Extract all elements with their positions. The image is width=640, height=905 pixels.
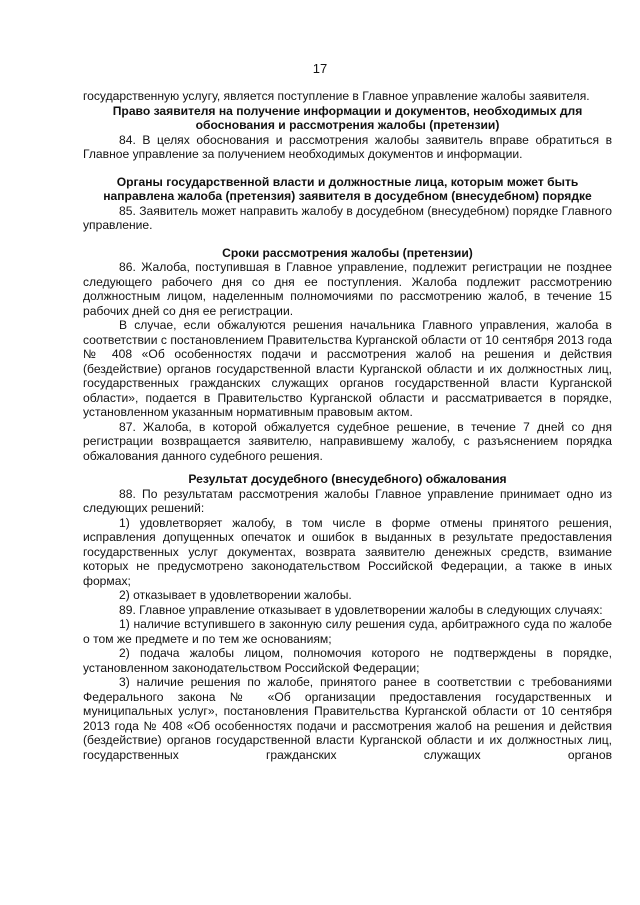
paragraph: 87. Жалоба, в которой обжалуется судебное решение, в течение 7 дней со дня регистрации возвращается заявителю, направившему жалобу, с разъяснением порядка обжалования данного судебного решения. xyxy=(83,419,612,463)
paragraph: 88. По результатам рассмотрения жалобы Главное управление принимает одно из следующих решений: xyxy=(83,486,612,515)
section-heading: Органы государственной власти и должностные лица, которым может быть направлена жалоба (претензия) заявителя в досудебном (внесудебном) порядке xyxy=(103,174,592,203)
paragraph: 86. Жалоба, поступившая в Главное управление, подлежит регистрации не позднее следующего рабочего дня со дня ее поступления. Жалоба подлежит рассмотрению должностным лицом, наделенным полномочиями по рассмотрению жалоб, в течение 15 рабочих дней со дня ее регистрации. xyxy=(83,260,612,318)
document-body xyxy=(83,89,612,762)
paragraph: 89. Главное управление отказывает в удовлетворении жалобы в следующих случаях: xyxy=(119,602,603,617)
section-heading: Право заявителя на получение информации и документов, необходимых для обоснования и рассмотрения жалобы (претензии) xyxy=(112,103,583,132)
list-item: 1) удовлетворяет жалобу, в том числе в форме отмены принятого решения, исправления допущенных опечаток и ошибок в выданных в результате предоставления государственных услуг документах, возврата заявителю денежных средств, взимание которых не предусмотрено законодательством Российской Федерации, а также в иных формах; xyxy=(83,515,612,588)
section-heading: Результат досудебного (внесудебного) обжалования xyxy=(188,472,507,486)
list-item: 2) подача жалобы лицом, полномочия которого не подтверждены в порядке, установленном законодательством Российской Федерации; xyxy=(83,646,612,675)
section-heading: Сроки рассмотрения жалобы (претензии) xyxy=(222,245,473,260)
list-item: 2) отказывает в удовлетворении жалобы. xyxy=(119,588,352,602)
page-number: 17 xyxy=(312,61,328,76)
list-item: 3) наличие решения по жалобе, принятого ранее в соответствии с требованиями Федерального закона № «Об организации предоставления государственных и муниципальных услуг», постановления Правительства Курганской области от 10 сентября 2013 года № 408 «Об особенностях подачи и рассмотрения жалоб на решения и действия (бездействие) органов государственной власти Курганской области и их должностных лиц, государственных гражданских служащих органов xyxy=(83,675,612,762)
list-item: 1) наличие вступившего в законную силу решения суда, арбитражного суда по жалобе о том же предмете и по тем же основаниям; xyxy=(83,617,612,646)
paragraph: В случае, если обжалуются решения начальника Главного управления, жалоба в соответствии с постановлением Правительства Курганской области от 10 сентября 2013 года № 408 «Об особенностях подачи и рассмотрения жалоб на решения и действия (бездействие) органов государственной власти Курганской области и их должностных лиц, государственных гражданских служащих органов государственной власти Курганской области», подается в Правительство Курганской области и рассматривается в порядке, установленном указанным нормативным правовым актом. xyxy=(83,318,612,419)
paragraph: 84. В целях обоснования и рассмотрения жалобы заявитель вправе обратиться в Главное управление за получением необходимых документов и информации. xyxy=(83,132,612,161)
paragraph: 85. Заявитель может направить жалобу в досудебном (внесудебном) порядке Главного управление. xyxy=(83,203,612,232)
paragraph: государственную услугу, является поступление в Главное управление жалобы заявителя. xyxy=(83,89,590,103)
